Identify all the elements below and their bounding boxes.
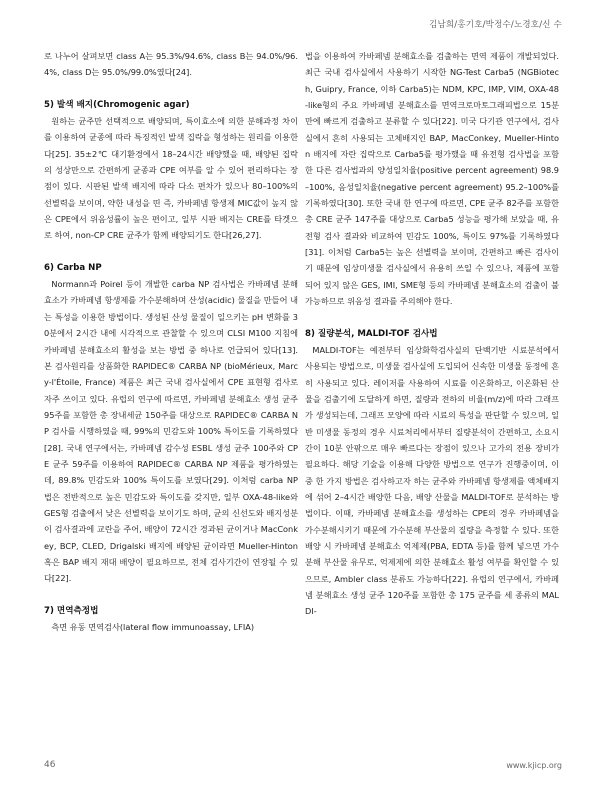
- section-5-heading: 5) 발색 배지(Chromogenic agar): [44, 99, 190, 110]
- intro-paragraph: 로 나누어 살펴보면 class A는 95.3%/94.6%, class B는 94.0%/96.4%, class D는 95.0%/99.0%였다[24].: [44, 51, 298, 78]
- section-5-paragraph: 원하는 균주만 선택적으로 배양되며, 특이효소에 의한 분해과정 차이를 이용하여 균종에 따라 특징적인 발색 집락을 형성하는 원리를 이용한다[25]. 35±2℃ 대기환경에서 18–24시간 배양했을 때, 배양된 집락의 성상만으로 간편하게 균종과 CPE 여부를 알 수 있어 편리하다는 장점이 있다. 시판된 발색 배지에 따라 다소 편차가 있으나 80–100%의 선별력을 보이며, 약한 내성을 띤 즉, 카바페넴 항생제 MIC값이 높지 않은 CPE에서 위음성률이 높은 편이고, 일부 시판 배지는 CRE를 타겟으로 하여, non-CP CRE 균주가 함께 배양되기도 한다[26,27].: [44, 116, 298, 241]
- section-6-paragraph: Normann과 Poirel 등이 개발한 carba NP 검사법은 카바페넴 분해효소가 카바페넴 항생제를 가수분해하며 산성(acidic) 물질을 만들어 내는 특성을 이용한 방법이다. 생성된 산성 물질이 일으키는 pH 변화를 30분에서 2시간 내에 시각적으로 관찰할 수 있으며 CLSI M100 지침에 카바페넴 분해효소의 활성을 보는 방법 중 하나로 언급되어 있다[13]. 본 검사원리를 상품화한 RAPIDEC® CARBA NP (bioMérieux, Marcy-l'Étoile, France) 제품은 최근 국내 검사실에서 CPE 표현형 검사로 자주 쓰이고 있다. 유럽의 연구에 따르면, 카바페넴 분해효소 생성 균주 95주를 포함한 총 장내세균 150주를 대상으로 RAPIDEC® CARBA NP 검사를 시행하였을 때, 99%의 민감도와 100% 특이도를 기록하였다[28]. 국내 연구에서는, 카바페넴 감수성 ESBL 생성 균주 100주와 CPE 균주 59주를 이용하여 RAPIDEC® CARBA NP 제품을 평가하였는데, 89.8% 민감도와 100% 특이도를 보였다[29]. 이처럼 carba NP 법은 전반적으로 높은 민감도와 특이도를 갖지만, 일부 OXA-48-like와 GES형 검출에서 낮은 선별력을 보이기도 하며, 균의 신선도와 배지성분이 검사결과에 교란을 주어, 배양이 72시간 경과된 균이거나 MacConkey, BCP, CLED, Drigalski 배지에 배양된 균이라면 Mueller-Hinton 혹은 BAP 배지 재대 배양이 필요하므로, 전체 검사기간이 연장될 수 있다[22].: [44, 279, 299, 584]
- journal-url: www.kjicp.org: [506, 761, 562, 770]
- section-8-heading: 8) 질량분석, MALDI-TOF 검사법: [305, 328, 438, 339]
- section-7-heading: 7) 면역측정법: [44, 605, 99, 616]
- section-6-heading: 6) Carba NP: [44, 262, 102, 273]
- page-number: 46: [44, 760, 56, 770]
- left-column: [44, 48, 298, 635]
- section-7-paragraph: 측면 유동 면역검사(lateral flow immunoassay, LFIA): [51, 622, 255, 632]
- running-header-authors: 김남희/홍기호/박정수/노경호/신 수: [429, 20, 562, 30]
- section-7-continued-paragraph: 법을 이용하여 카바페넴 분해효소를 검출하는 면역 제품이 개발되었다. 최근 국내 검사실에서 사용하기 시작한 NG-Test Carba5 (NGBiotech, Guipry, France, 이하 Carba5)는 NDM, KPC, IMP, VIM, OXA-48-like형의 주요 카바페넴 분해효소를 면역크로마토그래피법으로 15분 만에 빠르게 검출하고 분류할 수 있다[22]. 미국 다기관 연구에서, 검사실에서 흔히 사용되는 고체배지인 BAP, MacConkey, Mueller-Hinton 배지에 자란 집락으로 Carba5를 평가했을 때 유전형 검사법을 포함한 다른 검사법과의 양성일치율(positive percent agreement) 98.9–100%, 음성일치율(negative percent agreement) 95.2–100%를 기록하였다[30]. 또한 국내 한 연구에 따르면, CPE 균주 82주를 포함한 총 CRE 균주 147주를 대상으로 Carba5 성능을 평가해 보았을 때, 유전형 검사 결과와 비교하여 민감도 100%, 특이도 97%를 기록하였다[31]. 이처럼 Carba5는 높은 선별력을 보이며, 간편하고 빠른 검사이기 때문에 임상미생물 검사실에서 유용히 쓰일 수 있으나, 제품에 포함되어 있지 않은 GES, IMI, SME형 등의 카바페넴 분해효소의 검출이 불가능하므로 위음성 결과를 주의해야 한다.: [305, 51, 559, 307]
- section-8-paragraph: MALDI-TOF는 예전부터 임상화학검사실의 단백기반 시료분석에서 사용되는 방법으로, 미생물 검사실에 도입되어 신속한 미생물 동정에 흔히 사용되고 있다. 레이저를 사용하여 시료를 이온화하고, 이온화된 산물을 검출기에 도달하게 하면, 질량과 전하의 비율(m/z)에 따라 그래프가 생성되는데, 그래프 모양에 따라 시료의 특성을 판단할 수 있으며, 일반 미생물 동정의 경우 시료처리에서부터 질량분석이 간편하고, 소요시간이 10분 안팎으로 매우 빠르다는 장점이 있으나 고가의 전용 장비가 필요하다. 해당 기술을 이용해 다양한 방법으로 연구가 진행중이며, 이 중 한 가지 방법은 검사하고자 하는 균주와 카바페넴 항생제를 액체배지에 섞어 2–4시간 배양한 다음, 배양 산물을 MALDI-TOF로 분석하는 방법이다. 이때, 카바페넴 분해효소를 생성하는 CPE의 경우 카바페넴을 가수분해시키기 때문에 가수분해 부산물의 질량을 측정할 수 있다. 또한 배양 시 카바페넴 분해효소 억제제(PBA, EDTA 등)를 함께 넣으면 가수분해 부산물 유무로, 억제제에 의한 분해효소 활성 여부를 확인할 수 있으므로, Ambler class 분류도 가능하다[22]. 유럽의 연구에서, 카바페넴 분해효소 생성 균주 120주를 포함한 총 175 균주를 세 종류의 MALDI-: [305, 344, 559, 617]
- right-column: [305, 48, 559, 620]
